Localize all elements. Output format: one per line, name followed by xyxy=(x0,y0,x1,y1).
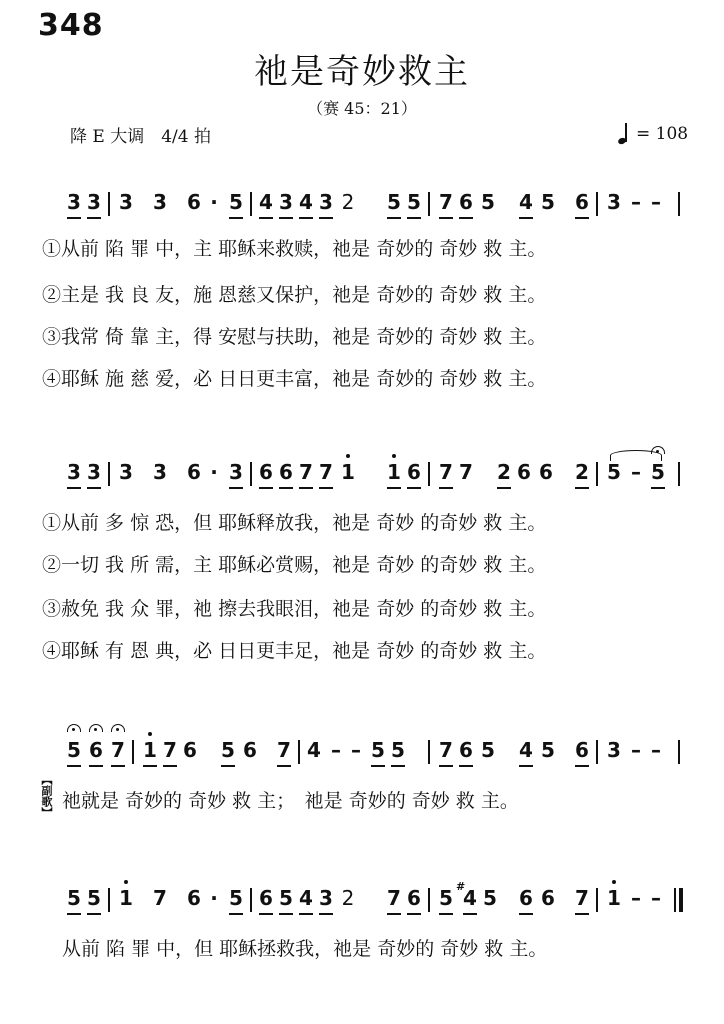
note: 4 # xyxy=(456,880,477,910)
note: 6 xyxy=(575,738,589,762)
note: 1 xyxy=(340,460,356,484)
note: 6 xyxy=(541,886,555,910)
note: 7 xyxy=(299,460,313,484)
barline xyxy=(108,462,110,486)
lyric-verse-3: ③我常 倚 靠 主，得 安慰与扶助，祂是 奇妙的 奇妙 救 主。 xyxy=(42,326,547,348)
note: 1 xyxy=(142,738,158,762)
final-barline-thin xyxy=(674,888,676,912)
barline xyxy=(678,740,680,764)
barline xyxy=(132,740,134,764)
barline xyxy=(250,192,252,216)
note: 6 xyxy=(243,738,257,762)
note: 5 xyxy=(387,190,401,214)
note: 6 xyxy=(407,886,421,910)
note: 3 xyxy=(319,190,333,214)
dash: – xyxy=(631,738,641,762)
tempo-value: = 108 xyxy=(636,124,689,144)
dot: · xyxy=(210,460,218,484)
lyric-verse-2: ②主是 我 良 友，施 恩慈又保护，祂是 奇妙的 奇妙 救 主。 xyxy=(42,284,547,306)
barline xyxy=(596,740,598,764)
dash: – xyxy=(651,738,661,762)
note: 5 xyxy=(607,460,621,484)
note: 4 xyxy=(519,190,533,214)
barline xyxy=(428,740,430,764)
note: 1 xyxy=(606,886,622,910)
note: 6 xyxy=(519,886,533,910)
note: 2 xyxy=(497,460,511,484)
lyric-chorus: 祂就是 奇妙的 奇妙 救 主； 祂是 奇妙的 奇妙 救 主。 xyxy=(62,790,519,812)
note: 2 xyxy=(575,460,589,484)
note: 3 xyxy=(607,190,621,214)
note: 7 xyxy=(459,460,473,484)
dot: · xyxy=(210,886,218,910)
barline xyxy=(428,888,430,912)
notation-line-4 xyxy=(60,880,700,932)
barline xyxy=(596,888,598,912)
note: 5 xyxy=(439,886,453,910)
dash: – xyxy=(351,738,361,762)
note: 5 xyxy=(221,738,235,762)
lyric-ending: 从前 陷 罪 中，但 耶稣拯救我，祂是 奇妙的 奇妙 救 主。 xyxy=(62,938,548,960)
note: 5 xyxy=(229,886,243,910)
dash: – xyxy=(631,190,641,214)
note: 7 xyxy=(439,738,453,762)
note: 7 xyxy=(439,460,453,484)
note: 3 xyxy=(279,190,293,214)
note: 7 xyxy=(387,886,401,910)
note: 6 xyxy=(259,460,273,484)
lyric-verse-2: ②一切 我 所 需，主 耶稣必赏赐，祂是 奇妙 的奇妙 救 主。 xyxy=(42,554,547,576)
note: 6 xyxy=(459,190,473,214)
final-barline-thick xyxy=(679,888,683,912)
note: 4 xyxy=(519,738,533,762)
note: 4 xyxy=(259,190,273,214)
note: 5 xyxy=(87,886,101,910)
note: 5 xyxy=(541,738,555,762)
note: 3 xyxy=(153,190,167,214)
note: 3 xyxy=(87,460,101,484)
note: 6 xyxy=(517,460,531,484)
note: 6 xyxy=(187,886,201,910)
barline xyxy=(596,462,598,486)
note: 5 xyxy=(541,190,555,214)
dash: – xyxy=(631,460,641,484)
note: 3 xyxy=(67,190,81,214)
notation-line-3 xyxy=(60,738,700,784)
chorus-label-text: 【副歌】 xyxy=(40,774,53,818)
note: 3 xyxy=(607,738,621,762)
note: 1 xyxy=(118,886,134,910)
lyric-verse-4: ④耶稣 有 恩 典，必 日日更丰足，祂是 奇妙 的奇妙 救 主。 xyxy=(42,640,547,662)
note: 3 xyxy=(319,886,333,910)
note: 7 xyxy=(439,190,453,214)
dot: · xyxy=(210,190,218,214)
note: 6 xyxy=(407,460,421,484)
lyric-verse-1: ①从前 多 惊 恐，但 耶稣释放我，祂是 奇妙 的奇妙 救 主。 xyxy=(42,512,547,534)
note: 3 xyxy=(119,460,133,484)
note: 4 xyxy=(299,886,313,910)
barline xyxy=(108,888,110,912)
barline xyxy=(298,740,300,764)
barline xyxy=(428,192,430,216)
note: 6 xyxy=(539,460,553,484)
note: 6 xyxy=(259,886,273,910)
note: 5 xyxy=(481,738,495,762)
note: 4 xyxy=(299,190,313,214)
barline xyxy=(678,462,680,486)
note: 3 xyxy=(67,460,81,484)
note: 1 xyxy=(386,460,402,484)
lyric-verse-3: ③赦免 我 众 罪，祂 擦去我眼泪，祂是 奇妙 的奇妙 救 主。 xyxy=(42,598,547,620)
note: 6 xyxy=(279,460,293,484)
note: 5 xyxy=(650,460,666,484)
note: 7 xyxy=(277,738,291,762)
note: 7 xyxy=(153,886,167,910)
note: 6 xyxy=(88,738,104,762)
note: 6 xyxy=(575,190,589,214)
lyric-verse-1: ①从前 陷 罪 中，主 耶稣来救赎，祂是 奇妙的 奇妙 救 主。 xyxy=(42,238,547,260)
note: 4 xyxy=(307,738,321,762)
dash: – xyxy=(631,886,641,910)
note: 3 xyxy=(119,190,133,214)
barline xyxy=(250,462,252,486)
hymn-number: 348 xyxy=(38,8,104,43)
tempo-marking xyxy=(618,122,688,144)
barline xyxy=(596,192,598,216)
note: 5 xyxy=(483,886,497,910)
note: 2 xyxy=(341,886,355,910)
note: 5 xyxy=(371,738,385,762)
dash: – xyxy=(651,886,661,910)
hymn-title: 祂是奇妙救主 xyxy=(254,52,470,92)
note: 5 xyxy=(407,190,421,214)
note: 6 xyxy=(187,460,201,484)
chorus-label xyxy=(38,774,54,822)
barline xyxy=(428,462,430,486)
note: 3 xyxy=(229,460,243,484)
note: 6 xyxy=(187,190,201,214)
notation-line-2 xyxy=(60,460,700,506)
note: 2 xyxy=(341,190,355,214)
note: 3 xyxy=(153,460,167,484)
notation-line-1 xyxy=(60,190,700,236)
note: 5 xyxy=(66,738,82,762)
key-and-time-signature: 降 E 大调 4/4 拍 xyxy=(70,127,211,147)
quarter-note-icon xyxy=(618,122,634,144)
note: 3 xyxy=(87,190,101,214)
note: 6 xyxy=(183,738,197,762)
note: 7 xyxy=(163,738,177,762)
barline xyxy=(108,192,110,216)
note: 5 xyxy=(67,886,81,910)
note: 5 xyxy=(229,190,243,214)
lyric-verse-4: ④耶稣 施 慈 爱，必 日日更丰富，祂是 奇妙的 奇妙 救 主。 xyxy=(42,368,547,390)
note: 5 xyxy=(481,190,495,214)
note: 5 xyxy=(279,886,293,910)
dash: – xyxy=(331,738,341,762)
note: 5 xyxy=(391,738,405,762)
barline xyxy=(250,888,252,912)
note: 7 xyxy=(110,738,126,762)
scripture-reference: （赛 45：21） xyxy=(307,99,417,118)
barline xyxy=(678,192,680,216)
note: 7 xyxy=(319,460,333,484)
note: 7 xyxy=(575,886,589,910)
note: 6 xyxy=(459,738,473,762)
dash: – xyxy=(651,190,661,214)
